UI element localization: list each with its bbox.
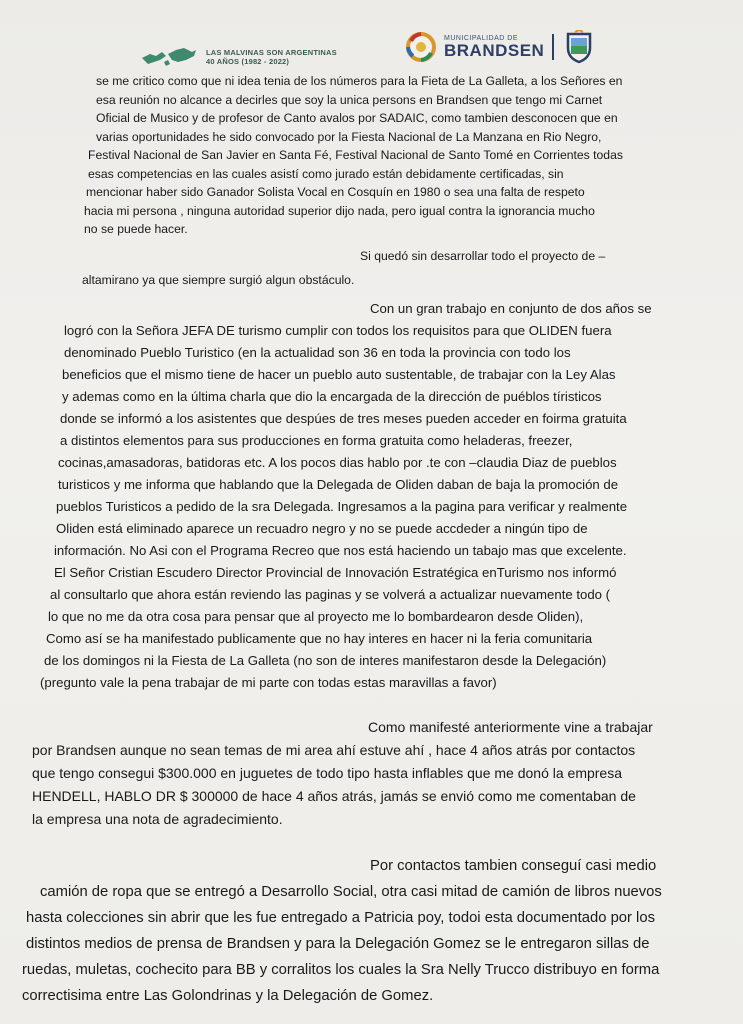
text-line: Oliden está eliminado aparece un recuadro negro y no se puede accdeder a ningún tipo de [56,520,588,536]
municipality-label: MUNICIPALIDAD DE [444,34,518,42]
text-line: al consultarlo que ahora están reviendo las paginas y se volverá a actualizar nuevamente todo ( [50,586,611,602]
text-line: información. No Asi con el Programa Recreo que nos está haciendo un tabajo mas que excelente. [54,542,627,558]
header-divider [552,34,554,60]
malvinas-years: 40 AÑOS (1982 - 2022) [206,57,290,66]
text-line: a distintos elementos para sus producciones en forma gratuita como heladeras, freezer, [60,432,573,448]
text-line: correctisima entre Las Golondrinas y la Delegación de Gomez. [22,987,434,1004]
malvinas-title: LAS MALVINAS SON ARGENTINAS [206,48,337,57]
text-line: Como así se ha manifestado publicamente que no hay interes en hacer ni la feria comunitaria [46,630,593,646]
paragraph-3 [22,298,722,694]
text-line: hasta colecciones sin abrir que les fue entregado a Patricia poy, todoi esta documentado por los [26,909,655,926]
text-line: donde se informó a los asistentes que despúes de tres meses pueden acceder en foirma gratuita [60,410,627,426]
coat-of-arms-icon [564,30,594,64]
text-line: hacia mi persona , ninguna autoridad superior dijo nada, pero igual contra la ignorancia mucho [84,203,595,218]
text-line: por Brandsen aunque no sean temas de mi area ahí estuve ahí , hace 4 años atrás por contactos [32,741,636,758]
paragraph-5 [22,853,722,1009]
text-line: Con un gran trabajo en conjunto de dos años se [370,300,652,316]
letter-body [22,72,722,1009]
text-line: HENDELL, HABLO DR $ 300000 de hace 4 años atrás, jamás se envió como me comentaban de [32,787,636,804]
text-line: turisticos y me informa que hablando que la Delegada de Oliden daban de baja la promoción de [58,476,619,492]
malvinas-banner [140,44,337,70]
text-line: pueblos Turisticos a pedido de la sra Delegada. Ingresamos a la pagina para verificar y realmente [56,498,628,514]
text-line: no se puede hacer. [84,222,188,236]
malvinas-islands-icon [140,44,198,70]
text-line: El Señor Cristian Escudero Director Provincial de Innovación Estratégica enTurismo nos informó [54,564,617,580]
text-line: mencionar haber sido Ganador Solista Vocal en Cosquín en 1980 o sea una falta de respeto [86,185,585,199]
text-line: y ademas como en la última charla que dio la encargada de la dirección de puéblos tíristicos [62,388,602,404]
text-line: beneficios que el mismo tiene de hacer un pueblo auto sustentable, de trabajar con la Ley Alas [62,366,616,382]
text-line: de los domingos ni la Fiesta de La Galleta (no son de interes manifestaron desde la Delegación) [44,652,607,668]
text-line: camión de ropa que se entregó a Desarrollo Social, otra casi mitad de camión de libros nuevos [40,883,662,900]
text-line: esa reunión no alcance a decirles que soy la unica persons en Brandsen que tengo mi Carnet [96,92,603,107]
text-line: Si quedó sin desarrollar todo el proyecto de – [360,248,606,263]
text-line: distintos medios de prensa de Brandsen y para la Delegación Gomez se le entregaron sillas de [26,935,650,952]
text-line: esas competencias en las cuales asistí como jurado están debidamente certificadas, sin [88,166,564,181]
paragraph-2 [22,247,722,290]
text-line: (pregunto vale la pena trabajar de mi parte con todas estas maravillas a favor) [40,674,497,690]
text-line: Oficial de Musico y de profesor de Canto avalos por SADAIC, como tambien desconocen que en [96,111,618,125]
letterhead [0,0,743,80]
text-line: lo que no me da otra cosa para pensar que al proyecto me lo bombardearon desde Oliden), [48,608,584,624]
text-line: denominado Pueblo Turistico (en la actualidad son 36 en toda la provincia con todo los [64,344,571,360]
text-line: la empresa una nota de agradecimiento. [32,810,283,827]
municipality-logo-icon [404,32,438,62]
text-line: varias oportunidades he sido convocado por la Fiesta Nacional de La Manzana en Rio Negro, [96,129,602,144]
text-line: Festival Nacional de San Javier en Santa Fé, Festival Nacional de Santo Tomé en Corrientes todas [88,148,623,162]
municipality-brand [404,30,594,64]
municipality-name: BRANDSEN [444,40,545,60]
text-line: que tengo consegui $300.000 en juguetes de todo tipo hasta inflables que me donó la empresa [32,764,622,781]
text-line: se me critico como que ni idea tenia de los números para la Fieta de La Galleta, a los Señores en [96,74,623,88]
text-line: Por contactos tambien conseguí casi medio [370,857,657,874]
text-line: cocinas,amasadoras, batidoras etc. A los pocos dias hablo por .te con –claudia Diaz de pueblos [58,454,617,470]
text-line: Como manifesté anteriormente vine a trabajar [368,718,653,735]
text-line: altamirano ya que siempre surgió algun obstáculo. [82,273,355,287]
text-line: logró con la Señora JEFA DE turismo cumplir con todos los requisitos para que OLIDEN fuera [64,322,612,338]
paragraph-1 [22,72,722,239]
text-line: ruedas, muletas, cochecito para BB y corralitos los cuales la Sra Nelly Trucco distribuyo en forma [22,961,660,978]
paragraph-4 [22,716,722,831]
